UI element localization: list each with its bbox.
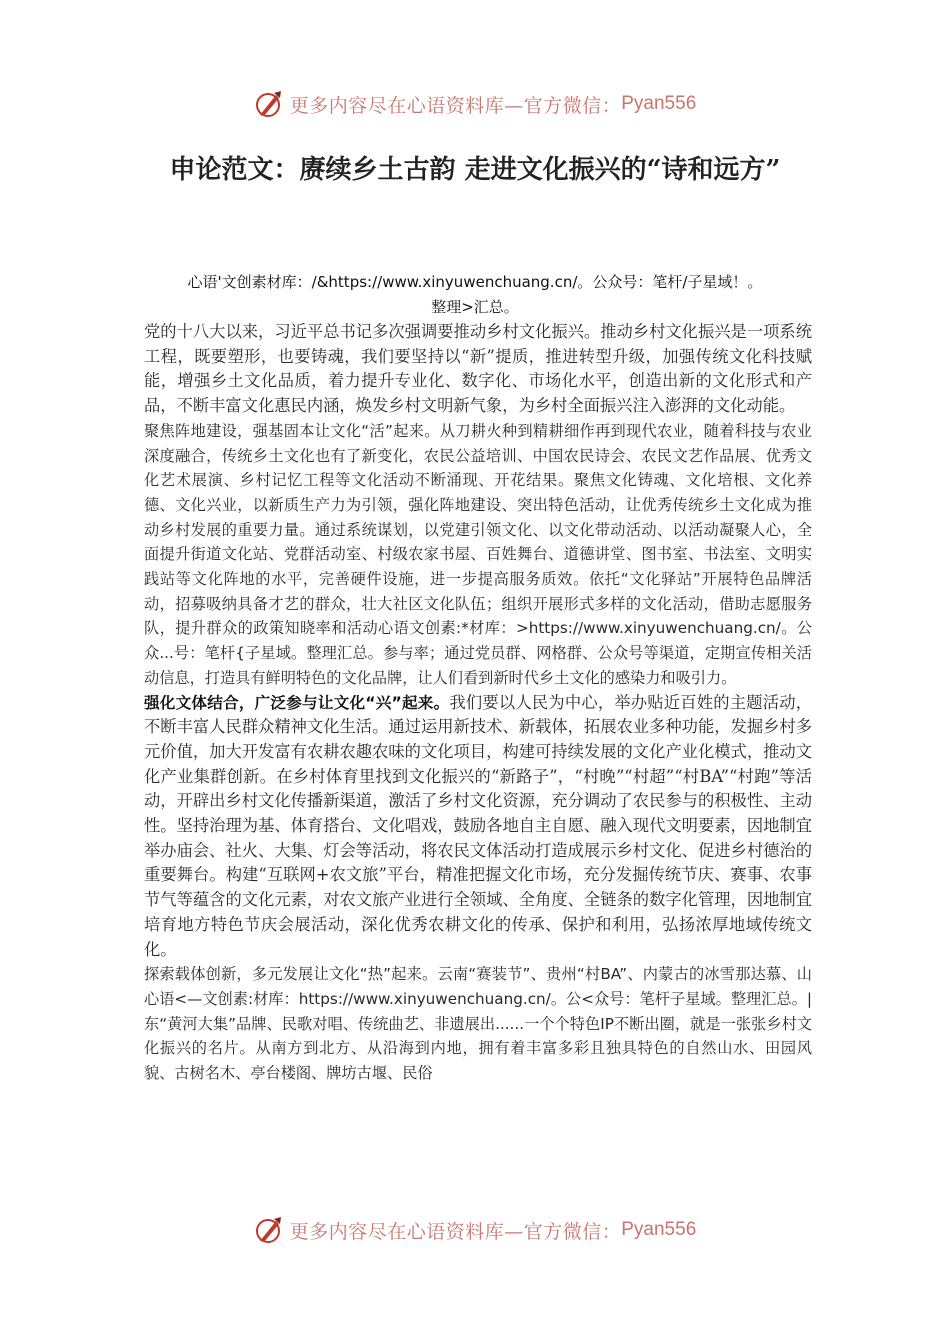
source-note	[120, 270, 830, 320]
paragraph-culture-sports	[144, 691, 812, 963]
source-line-2: 整理>汇总。	[431, 298, 519, 316]
paragraph-text: 我们要以人民为中心，举办贴近百姓的主题活动，不断丰富人民群众精神文化生活。通过运用新技术、新载体，拓展农业多种功能，发掘乡村多元价值，加大开发富有农耕农趣农味的文化项目，构建可持续发展的文化产业化模式，推动文化产业集群创新。在乡村体育里找到文化振兴的“新路子”，“村晚”“村超”“村BA”“村跑”等活动，开辟出乡村文化传播新渠道，激活了乡村文化资源，充分调动了农民参与的积极性、主动性。坚持治理为基、体育搭台、文化唱戏，鼓励各地自主自愿、融入现代文明要素，因地制宜举办庙会、社火、大集、灯会等活动，将农民文体活动打造成展示乡村文化、促进乡村德治的重要舞台。构建“互联网+农文旅”平台，精准把握文化市场，充分发掘传统节庆、赛事、农事节气等蕴含的文化元素，对农文旅产业进行全领域、全角度、全链条的数字化管理，因地制宜培育地方特色节庆会展活动，深化优秀农耕文化的传承、保护和利用，弘扬浓厚地域传统文化。	[144, 692, 812, 959]
footer-watermark	[0, 1210, 950, 1250]
page-title: 申论范文：赓续乡土古韵 走进文化振兴的“诗和远方”	[169, 155, 781, 185]
banner-wechat-id: Pyan556	[621, 93, 697, 114]
banner-text: 更多内容尽在心语资料库—官方微信：	[289, 1220, 622, 1243]
quill-pen-icon	[254, 89, 284, 119]
banner-text: 更多内容尽在心语资料库—官方微信：	[289, 94, 622, 117]
article-body	[144, 320, 812, 1086]
banner-wechat-id: Pyan556	[621, 1219, 697, 1240]
source-line-1: 心语'文创素材库：/&https://www.xinyuwenchuang.cn/。公众号：笔杆/子星域！。	[187, 273, 763, 291]
paragraph-intro: 党的十八大以来，习近平总书记多次强调要推动乡村文化振兴。推动乡村文化振兴是一项系统工程，既要塑形，也要铸魂，我们要坚持以“新”提质，推进转型升级，加强传统文化科技赋能，增强乡土文化品质，着力提升专业化、数字化、市场化水平，创造出新的文化形式和产品，不断丰富文化惠民内涵，焕发乡村文明新气象，为乡村全面振兴注入澎湃的文化动能。	[144, 322, 812, 416]
paragraph-carrier-innovation: 探索载体创新，多元发展让文化“热”起来。云南“赛装节”、贵州“村BA”、内蒙古的冰雪那达慕、山心语<—文创素:材库：https://www.xinyuwenchuang.cn/。公<众号：笔杆子星域。整理汇总。|东“黄河大集”品牌、民歌对唱、传统曲艺、非遗展出......一个个特色IP不断出圈，就是一张张乡村文化振兴的名片。从南方到北方、从沿海到内地，拥有着丰富多彩且独具特色的自然山水、田园风貌、古树名木、亭台楼阁、牌坊古堰、民俗	[144, 965, 812, 1083]
header-watermark	[0, 84, 950, 124]
quill-pen-icon	[254, 1215, 284, 1245]
paragraph-heading: 强化文体结合，广泛参与让文化“兴”起来。	[144, 693, 450, 712]
paragraph-venue-building: 聚焦阵地建设，强基固本让文化“活”起来。从刀耕火种到精耕细作再到现代农业，随着科技与农业深度融合，传统乡土文化也有了新变化，农民公益培训、中国农民诗会、农民文艺作品展、优秀文化艺术展演、乡村记忆工程等文化活动不断涌现、开花结果。聚焦文化铸魂、文化培根、文化养德、文化兴业，以新质生产力为引领，强化阵地建设、突出特色活动，让优秀传统乡土文化成为推动乡村发展的重要力量。通过系统谋划，以党建引领文化、以文化带动活动、以活动凝聚人心，全面提升街道文化站、党群活动室、村级农家书屋、百姓舞台、道德讲堂、图书室、书法室、文明实践站等文化阵地的水平，完善硬件设施，进一步提高服务质效。依托“文化驿站”开展特色品牌活动，招募吸纳具备才艺的群众，壮大社区文化队伍；组织开展形式多样的文化活动，借助志愿服务队，提升群众的政策知晓率和活动心语文创素:*材库：>https://www.xinyuwenchuang.cn/。公众...号：笔杆{子星域。整理汇总。参与率；通过党员群、网格群、公众号等渠道，定期宣传相关活动信息，打造具有鲜明特色的文化品牌，让人们看到新时代乡土文化的感染力和吸引力。	[144, 421, 812, 687]
